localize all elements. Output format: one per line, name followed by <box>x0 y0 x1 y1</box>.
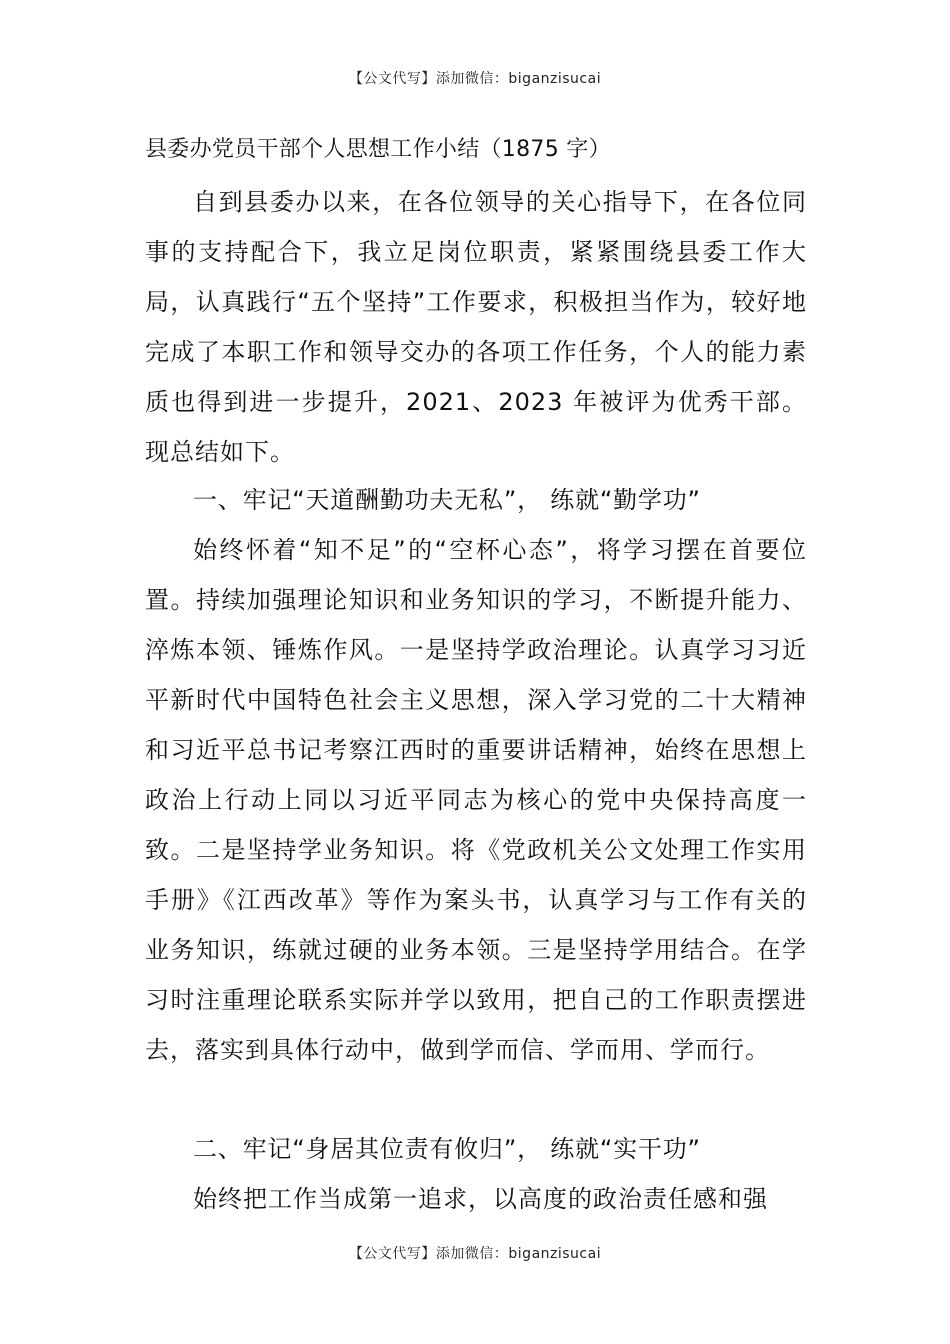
section-1-paragraph: 始终怀着“知不足”的“空杯心态”，将学习摆在首要位置。持续加强理论知识和业务知识的学习，不断提升能力、淬炼本领、锤炼作风。一是坚持学政治理论。认真学习习近平新时代中国特色社会主义思想，深入学习党的二十大精神和习近平总书记考察江西时的重要讲话精神，始终在思想上政治上行动上同以习近平同志为核心的党中央保持高度一致。二是坚持学业务知识。将《党政机关公文处理工作实用手册》《江西改革》等作为案头书，认真学习与工作有关的业务知识，练就过硬的业务本领。三是坚持学用结合。在学习时注重理论联系实际并学以致用，把自己的工作职责摆进去，落实到具体行动中，做到学而信、学而用、学而行。 <box>145 536 807 1064</box>
header-watermark-note: 【公文代写】添加微信：biganzisucai <box>348 71 602 87</box>
intro-paragraph: 自到县委办以来，在各位领导的关心指导下，在各位同事的支持配合下，我立足岗位职责，紧紧围绕县委工作大局，认真践行“五个坚持”工作要求，积极担当作为，较好地完成了本职工作和领导交办的各项工作任务，个人的能力素质也得到进一步提升，2021、2023 年被评为优秀干部。现总结如下。 <box>145 188 807 466</box>
footer-watermark-note: 【公文代写】添加微信：biganzisucai <box>348 1246 602 1262</box>
section-heading-2: 二、牢记“身居其位责有攸归”， 练就“实干功” <box>193 1135 701 1163</box>
section-2-paragraph: 始终把工作当成第一追求，以高度的政治责任感和强 <box>193 1185 768 1213</box>
section-heading-1: 一、牢记“天道酬勤功夫无私”， 练就“勤学功” <box>193 486 701 514</box>
document-title: 县委办党员干部个人思想工作小结（1875 字） <box>145 137 611 162</box>
